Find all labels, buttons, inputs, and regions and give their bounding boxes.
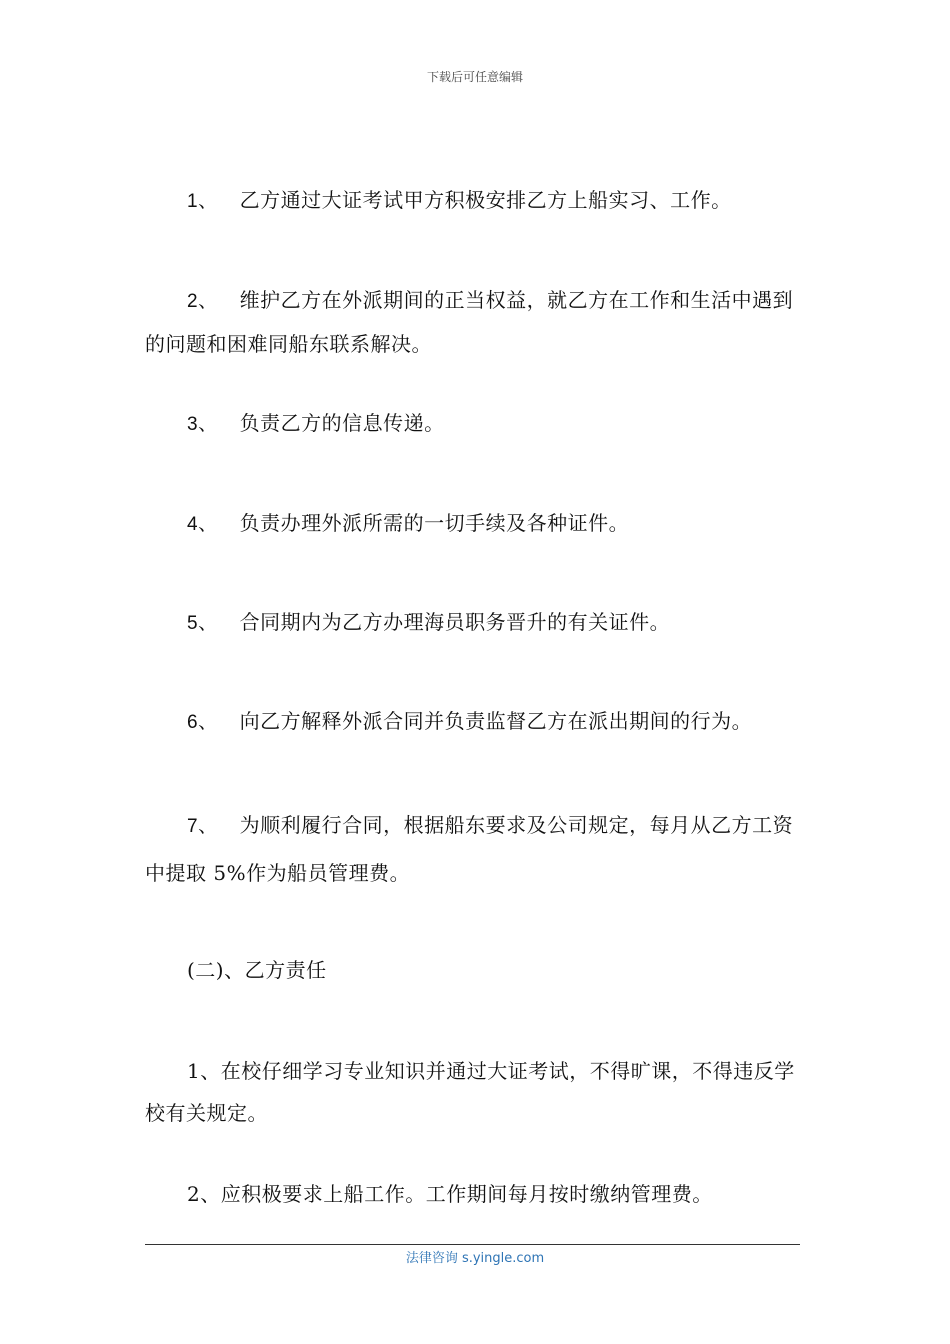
footer-link[interactable]: 法律咨询 s.yingle.com [405, 1251, 545, 1266]
item-number: 5、 [187, 613, 218, 634]
footer-divider [145, 1244, 800, 1245]
item-text: 负责乙方的信息传递。 [239, 411, 445, 435]
item-number: 7、 [187, 816, 218, 837]
duty-item: 1、在校仔细学习专业知识并通过大证考试，不得旷课，不得违反学校有关规定。 [145, 1059, 795, 1125]
item-number: 3、 [187, 414, 218, 435]
list-item [145, 601, 810, 645]
list-item [145, 279, 810, 365]
item-number: 4、 [187, 514, 218, 535]
duty-item: 2、应积极要求上船工作。工作期间每月按时缴纳管理费。 [187, 1182, 713, 1206]
list-item [145, 179, 810, 223]
item-text: 向乙方解释外派合同并负责监督乙方在派出期间的行为。 [239, 709, 753, 733]
list-item [145, 700, 810, 744]
item-text: 乙方通过大证考试甲方积极安排乙方上船实习、工作。 [239, 188, 732, 212]
item-number: 6、 [187, 712, 218, 733]
item-text: 为顺利履行合同，根据船东要求及公司规定，每月从乙方工资中提取 5%作为船员管理费。 [145, 813, 794, 885]
list-item [145, 402, 810, 446]
section-title: (二)、乙方责任 [187, 958, 327, 982]
page-header: 下载后可任意编辑 [426, 70, 523, 84]
item-text: 维护乙方在外派期间的正当权益，就乙方在工作和生活中遇到的问题和困难同船东联系解决。 [145, 288, 794, 356]
item-number: 2、 [187, 291, 218, 312]
item-text: 负责办理外派所需的一切手续及各种证件。 [239, 511, 630, 535]
item-text: 合同期内为乙方办理海员职务晋升的有关证件。 [239, 610, 671, 634]
list-item [145, 502, 810, 546]
item-number: 1、 [187, 191, 218, 212]
list-item [145, 802, 810, 896]
